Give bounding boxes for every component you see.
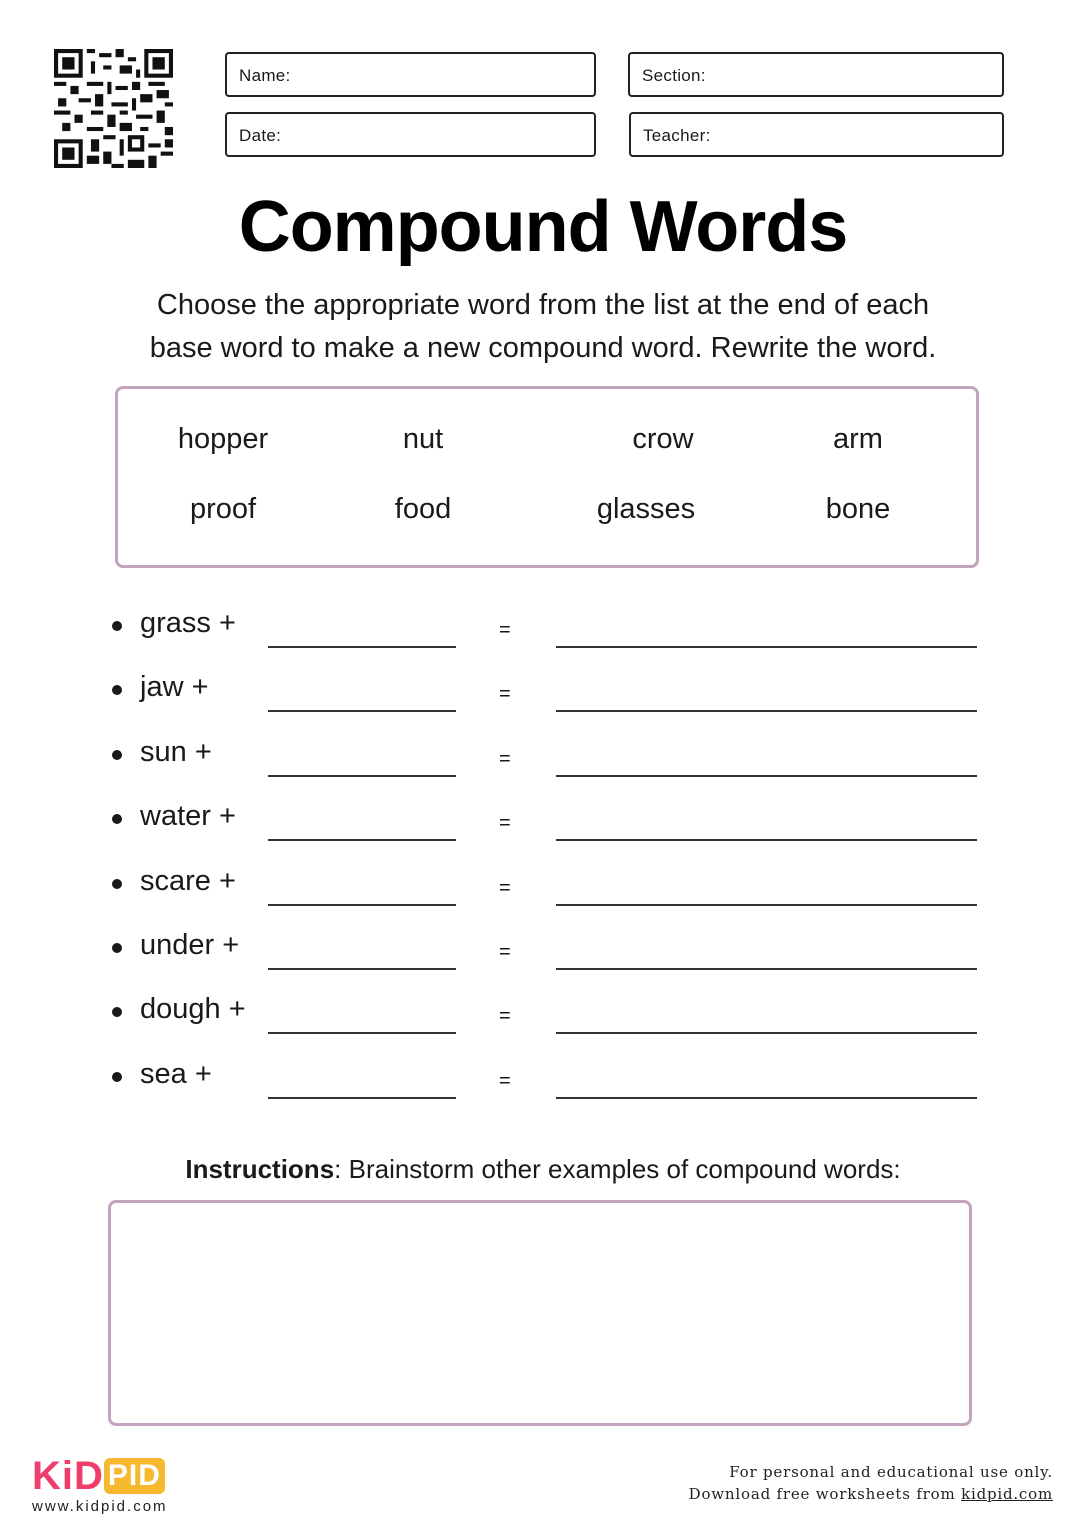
instructions-label: Instructions <box>185 1154 335 1184</box>
word-bank-item: nut <box>402 423 444 455</box>
base-word: water + <box>140 800 236 832</box>
base-word: sun + <box>140 736 212 768</box>
name-label: Name: <box>239 66 291 85</box>
kidpid-logo <box>32 1454 165 1496</box>
equals-sign: = <box>499 619 511 641</box>
logo-kid-text: KiD <box>32 1454 104 1498</box>
answer-blank[interactable] <box>268 968 456 970</box>
word-bank-item: bone <box>825 493 891 525</box>
equals-sign: = <box>499 941 511 963</box>
section-field[interactable] <box>628 52 1004 97</box>
bullet <box>112 814 122 824</box>
bullet <box>112 943 122 953</box>
date-label: Date: <box>239 126 282 145</box>
word-bank <box>115 386 979 568</box>
equals-sign: = <box>499 748 511 770</box>
compound-word-blank[interactable] <box>556 839 977 841</box>
equals-sign: = <box>499 683 511 705</box>
directions-line-1: Choose the appropriate word from the list at the end of each <box>156 289 930 321</box>
base-word: grass + <box>140 607 236 639</box>
equals-sign: = <box>499 1070 511 1092</box>
answer-blank[interactable] <box>268 775 456 777</box>
bullet <box>112 879 122 889</box>
base-word: sea + <box>140 1058 212 1090</box>
word-bank-item: hopper <box>177 423 269 455</box>
compound-word-blank[interactable] <box>556 904 977 906</box>
instructions <box>0 1154 1086 1185</box>
teacher-field[interactable] <box>629 112 1004 157</box>
base-word: scare + <box>140 865 236 897</box>
directions-line-2: base word to make a new compound word. Rewrite the word. <box>149 332 937 364</box>
word-bank-item: food <box>394 493 452 525</box>
date-field[interactable] <box>225 112 596 157</box>
base-word: under + <box>140 929 240 961</box>
logo-url: www.kidpid.com <box>32 1498 168 1515</box>
footer-note <box>689 1461 1053 1505</box>
brainstorm-box[interactable] <box>108 1200 972 1426</box>
answer-blank[interactable] <box>268 904 456 906</box>
exercise-row <box>0 865 1086 929</box>
directions <box>118 284 968 370</box>
answer-blank[interactable] <box>268 839 456 841</box>
compound-word-blank[interactable] <box>556 1032 977 1034</box>
footer-line-1: For personal and educational use only. <box>729 1463 1053 1481</box>
logo-pid-text: PID <box>104 1458 165 1494</box>
exercise-row <box>0 929 1086 993</box>
compound-word-blank[interactable] <box>556 968 977 970</box>
qr-code <box>54 49 173 168</box>
bullet <box>112 1007 122 1017</box>
answer-blank[interactable] <box>268 1032 456 1034</box>
exercise-row <box>0 800 1086 864</box>
exercise-row <box>0 1058 1086 1122</box>
bullet <box>112 621 122 631</box>
exercise-row <box>0 607 1086 671</box>
kidpid-link[interactable]: kidpid.com <box>961 1485 1053 1503</box>
instructions-text: : Brainstorm other examples of compound words: <box>334 1154 901 1184</box>
bullet <box>112 1072 122 1082</box>
footer-line-2-prefix: Download free worksheets from <box>688 1485 962 1503</box>
exercise-row <box>0 671 1086 735</box>
compound-word-blank[interactable] <box>556 710 977 712</box>
equals-sign: = <box>499 877 511 899</box>
answer-blank[interactable] <box>268 1097 456 1099</box>
equals-sign: = <box>499 812 511 834</box>
bullet <box>112 685 122 695</box>
exercise-row <box>0 736 1086 800</box>
compound-word-blank[interactable] <box>556 775 977 777</box>
compound-word-blank[interactable] <box>556 646 977 648</box>
bullet <box>112 750 122 760</box>
footer-line-2 <box>689 1483 1053 1505</box>
base-word: jaw + <box>140 671 209 703</box>
word-bank-item: arm <box>833 423 883 455</box>
exercise-row <box>0 993 1086 1057</box>
answer-blank[interactable] <box>268 646 456 648</box>
word-bank-item: proof <box>189 493 257 525</box>
word-bank-item: glasses <box>596 493 696 525</box>
page-title: Compound Words <box>238 187 848 267</box>
answer-blank[interactable] <box>268 710 456 712</box>
compound-word-blank[interactable] <box>556 1097 977 1099</box>
name-field[interactable] <box>225 52 596 97</box>
section-label: Section: <box>642 66 706 85</box>
word-bank-item: crow <box>632 423 694 455</box>
teacher-label: Teacher: <box>643 126 711 145</box>
equals-sign: = <box>499 1005 511 1027</box>
base-word: dough + <box>140 993 246 1025</box>
